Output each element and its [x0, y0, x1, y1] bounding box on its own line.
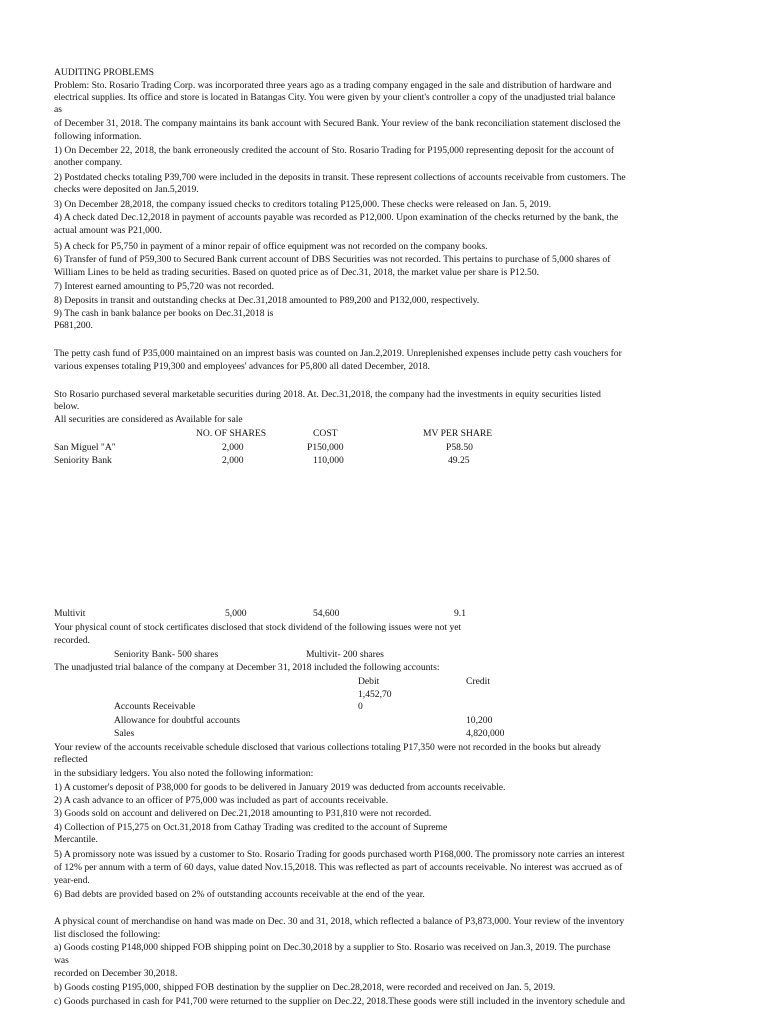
security-cost: 110,000: [313, 455, 344, 466]
securities-intro-line: All securities are considered as Available for sale: [54, 414, 243, 425]
ar-review-line: 6) Bad debts are provided based on 2% of outstanding accounts receivable at the end of the year.: [54, 889, 425, 900]
bank-item-line: 5) A check for P5,750 in payment of a minor repair of office equipment was not recorded on the company books.: [54, 241, 488, 252]
bank-item-line: 1) On December 22, 2018, the bank erroneously credited the account of Sto. Rosario Trading for P195,000 representing deposit for the account of: [54, 145, 615, 156]
stock-dividend-line: recorded.: [54, 635, 90, 646]
intro-line: electrical supplies. Its office and store is located in Batangas City. You were given by your client's controller a copy of the unadjusted trial balance: [54, 92, 616, 103]
security-shares: 2,000: [222, 455, 244, 466]
debit-value: 0: [358, 701, 363, 712]
ar-review-line: 4) Collection of P15,275 on Oct.31,2018 from Cathay Trading was credited to the account of Supreme: [54, 822, 448, 833]
inventory-line: c) Goods purchased in cash for P41,700 were returned to the supplier on Dec.22, 2018.These goods were still included in the inventory schedule and: [54, 996, 625, 1007]
inventory-line: a) Goods costing P148,000 shipped FOB shipping point on Dec.30,2018 by a supplier to Sto. Rosario was received on Jan.3, 2019. The purchase: [54, 942, 611, 953]
securities-intro-line: Sto Rosario purchased several marketable securities during 2018. At. Dec.31,2018, the company had the investments in equity securities listed: [54, 389, 601, 400]
bank-item-line: another company.: [54, 157, 123, 168]
ar-review-line: of 12% per annum with a term of 60 days, value dated Nov.15,2018. This was reflected as part of accounts receivable. No interest was accrued as of: [54, 862, 623, 873]
stock-dividend-line: Your physical count of stock certificates disclosed that stock dividend of the following issues were not yet: [54, 622, 462, 633]
credit-value: 10,200: [466, 715, 493, 726]
inventory-line: recorded on December 30,2018.: [54, 968, 178, 979]
ar-review-line: year-end.: [54, 875, 90, 886]
debit-column-header: Debit: [358, 676, 380, 687]
ar-review-line: Mercantile.: [54, 834, 98, 845]
dividend-item: Multivit- 200 shares: [306, 649, 384, 660]
intro-line: Problem: Sto. Rosario Trading Corp. was incorporated three years ago as a trading company engaged in the sale and distribution of hardware and: [54, 80, 612, 91]
securities-intro-line: below.: [54, 401, 80, 412]
intro-line: following information.: [54, 131, 142, 142]
ar-review-line: in the subsidiary ledgers. You also noted the following information:: [54, 768, 314, 779]
inventory-line: list disclosed the following:: [54, 929, 161, 940]
bank-item-line: 8) Deposits in transit and outstanding checks at Dec.31,2018 amounted to P89,200 and P132,000, respectively.: [54, 295, 480, 306]
inventory-line: was: [54, 955, 69, 966]
security-name: San Miguel "A": [54, 442, 116, 453]
debit-value: 1,452,70: [358, 689, 392, 700]
bank-item-line: 7) Interest earned amounting to P5,720 was not recorded.: [54, 281, 275, 292]
account-name: Accounts Receivable: [114, 701, 196, 712]
bank-item-line: 2) Postdated checks totaling P39,700 were included in the deposits in transit. These represent collections of accounts receivable from customers. The: [54, 172, 626, 183]
petty-cash-line: various expenses totaling P19,300 and employees' advances for P5,800 all dated December, 2018.: [54, 361, 430, 372]
security-name: Multivit: [54, 608, 86, 619]
inventory-line: A physical count of merchandise on hand was made on Dec. 30 and 31, 2018, which reflected a balance of P3,873,000. Your review of the inventory: [54, 916, 625, 927]
security-mv: 9.1: [454, 608, 466, 619]
inventory-line: b) Goods costing P195,000, shipped FOB destination by the supplier on Dec.28,2018, were recorded and received on Jan. 5, 2019.: [54, 982, 556, 993]
bank-item-line: William Lines to be held as trading securities. Based on quoted price as of Dec.31, 2018, the market value per share is P12.50.: [54, 267, 540, 278]
security-shares: 5,000: [225, 608, 247, 619]
security-name: Seniority Bank: [54, 455, 112, 466]
security-shares: 2,000: [222, 442, 244, 453]
dividend-item: Seniority Bank- 500 shares: [114, 649, 219, 660]
security-cost: 54,600: [313, 608, 340, 619]
bank-item-line: P681,200.: [54, 320, 93, 331]
ar-review-line: 5) A promissory note was issued by a customer to Sto. Rosario Trading for goods purchased worth P168,000. The promissory note carries an interest: [54, 849, 625, 860]
account-name: Sales: [114, 728, 135, 739]
shares-column-header: NO. OF SHARES: [196, 428, 267, 439]
bank-item-line: checks were deposited on Jan.5,2019.: [54, 184, 199, 195]
security-mv: 49.25: [448, 455, 470, 466]
ar-review-line: 2) A cash advance to an officer of P75,000 was included as part of accounts receivable.: [54, 795, 389, 806]
bank-item-line: 9) The cash in bank balance per books on Dec.31,2018 is: [54, 308, 274, 319]
ar-review-line: Your review of the accounts receivable schedule disclosed that various collections totaling P17,350 were not recorded in the books but already: [54, 742, 602, 753]
bank-item-line: 6) Transfer of fund of P59,300 to Secured Bank current account of DBS Securities was not recorded. This pertains to purchase of 5,000 shares of: [54, 254, 611, 265]
trial-balance-intro: The unadjusted trial balance of the company at December 31, 2018 included the following accounts:: [54, 662, 440, 673]
ar-review-line: reflected: [54, 754, 88, 765]
cost-column-header: COST: [313, 428, 338, 439]
mv-column-header: MV PER SHARE: [423, 428, 493, 439]
bank-item-line: 4) A check dated Dec.12,2018 in payment of accounts payable was recorded as P12,000. Upon examination of the checks returned by the bank, the: [54, 212, 619, 223]
security-mv: P58.50: [446, 442, 473, 453]
petty-cash-line: The petty cash fund of P35,000 maintained on an imprest basis was counted on Jan.2,2019. Unreplenished expenses include petty cash vouchers for: [54, 348, 622, 359]
intro-line: of December 31, 2018. The company maintains its bank account with Secured Bank. Your review of the bank reconciliation statement disclosed the: [54, 118, 621, 129]
security-cost: P150,000: [307, 442, 344, 453]
credit-value: 4,820,000: [466, 728, 505, 739]
bank-item-line: 3) On December 28,2018, the company issued checks to creditors totaling P125,000. These checks were released on Jan. 5, 2019.: [54, 199, 551, 210]
document-heading: AUDITING PROBLEMS: [54, 67, 154, 78]
account-name: Allowance for doubtful accounts: [114, 715, 241, 726]
credit-column-header: Credit: [466, 676, 490, 687]
ar-review-line: 1) A customer's deposit of P38,000 for goods to be delivered in January 2019 was deducted from accounts receivable.: [54, 782, 506, 793]
ar-review-line: 3) Goods sold on account and delivered on Dec.21,2018 amounting to P31,810 were not recorded.: [54, 808, 432, 819]
bank-item-line: actual amount was P21,000.: [54, 225, 162, 236]
intro-line: as: [54, 104, 62, 115]
